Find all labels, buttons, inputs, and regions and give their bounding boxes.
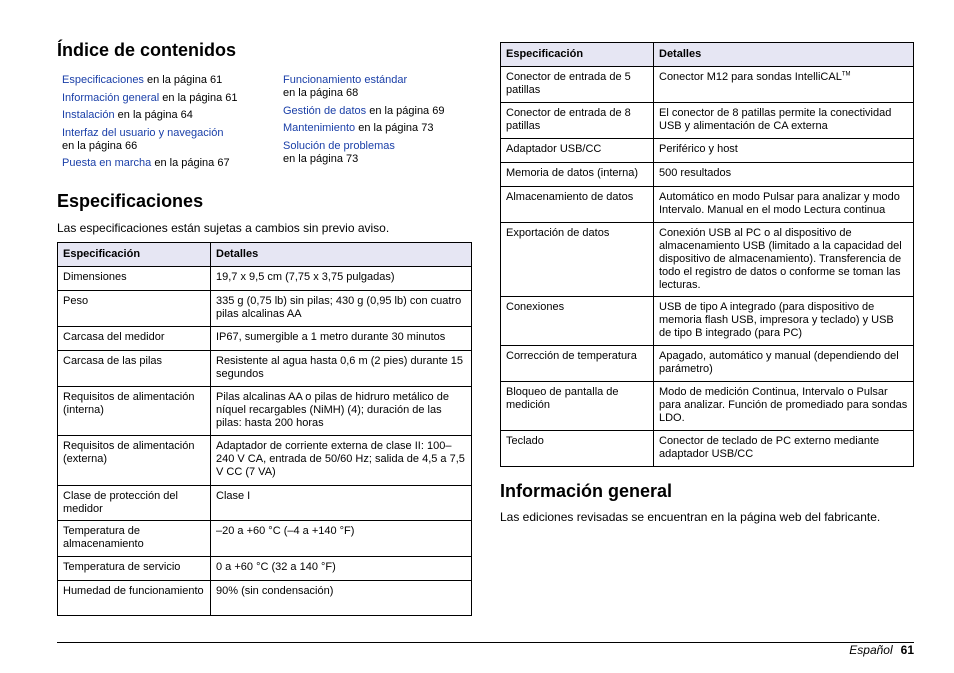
table-row xyxy=(58,557,472,581)
toc-title: Índice de contenidos xyxy=(57,40,237,60)
footer xyxy=(800,643,914,657)
spec-name-cell: Bloqueo de pantalla de medición xyxy=(501,382,654,431)
toc-entry xyxy=(283,122,498,135)
spec-detail-text: Clase I xyxy=(216,490,251,502)
table-row xyxy=(501,297,914,346)
spec-detail-cell xyxy=(654,163,914,187)
spec-detail-text: 90% (sin condensación) xyxy=(216,585,334,597)
spec-detail-text: USB de tipo A integrado (para dispositivo de memoria flash USB, impresora y teclado) y USB de tipo B integrado (para PC) xyxy=(659,301,894,339)
spec-detail-text: 0 a +60 °C (32 a 140 °F) xyxy=(216,561,336,573)
table-row xyxy=(58,436,472,486)
table-row xyxy=(501,103,914,139)
table-row xyxy=(501,163,914,187)
spec-detail-text: Modo de medición Continua, Intervalo o Pulsar para analizar. Función de promediado para sondas LDO. xyxy=(659,386,908,424)
toc-link[interactable]: Instalación xyxy=(62,109,115,121)
table-row xyxy=(501,139,914,163)
table-row xyxy=(501,382,914,431)
spec-detail-text: 19,7 x 9,5 cm (7,75 x 3,75 pulgadas) xyxy=(216,271,395,283)
table-row xyxy=(58,327,472,351)
spec-name-cell: Adaptador USB/CC xyxy=(501,139,654,163)
spec-name-cell: Exportación de datos xyxy=(501,223,654,297)
spec-detail-cell xyxy=(211,387,472,436)
toc-link[interactable]: Solución de problemas xyxy=(283,139,395,152)
toc-entry xyxy=(283,105,498,118)
spec-name-cell: Almacenamiento de datos xyxy=(501,187,654,223)
spec-name-cell: Conector de entrada de 5 patillas xyxy=(501,67,654,103)
spec-name-cell: Dimensiones xyxy=(58,267,211,291)
spec-table-right xyxy=(500,42,914,467)
spec-name-cell: Requisitos de alimentación (externa) xyxy=(58,436,211,486)
spec-name-cell: Memoria de datos (interna) xyxy=(501,163,654,187)
toc-column-1 xyxy=(62,74,277,175)
spec-detail-cell xyxy=(211,436,472,486)
spec-detail-text: 500 resultados xyxy=(659,167,732,179)
spec-name-cell: Peso xyxy=(58,291,211,327)
toc-link[interactable]: Mantenimiento xyxy=(283,122,356,134)
toc-entry xyxy=(62,92,277,105)
toc-page-ref: en la página 73 xyxy=(358,122,434,134)
toc-page-ref: en la página 68 xyxy=(283,87,359,99)
table-row xyxy=(58,351,472,387)
spec-name-cell: Temperatura de servicio xyxy=(58,557,211,581)
general-text: Las ediciones revisadas se encuentran en la página web del fabricante. xyxy=(500,510,881,524)
spec-name-cell: Conexiones xyxy=(501,297,654,346)
spec-name-cell: Temperatura de almacenamiento xyxy=(58,521,211,557)
footer-divider xyxy=(57,642,914,643)
table-row xyxy=(501,431,914,467)
spec-name-cell: Humedad de funcionamiento xyxy=(58,581,211,616)
spec-detail-text: Pilas alcalinas AA o pilas de hidruro metálico de níquel recargables (NiMH) (4); duración de las pilas: hasta 200 horas xyxy=(216,391,449,429)
spec-detail-cell xyxy=(211,521,472,557)
toc-entry xyxy=(62,127,277,153)
specs-intro: Las especificaciones están sujetas a cambios sin previo aviso. xyxy=(57,221,390,235)
spec-detail-text: Conexión USB al PC o al dispositivo de almacenamiento USB (limitado a la capacidad del dispositivo de almacenamiento). Transferencia de todo el registro de datos o conforme se toman las lecturas. xyxy=(659,227,902,291)
specs-title: Especificaciones xyxy=(57,191,204,211)
toc-entry xyxy=(62,74,277,87)
table-row xyxy=(58,291,472,327)
spec-detail-cell xyxy=(654,223,914,297)
toc-page-ref: en la página 61 xyxy=(162,91,238,104)
spec-detail-text: –20 a +60 °C (–4 a +140 °F) xyxy=(216,525,355,537)
spec-detail-text: Periférico y host xyxy=(659,143,738,155)
trademark-mark: TM xyxy=(841,71,851,78)
general-title: Información general xyxy=(500,481,673,501)
page-number: 61 xyxy=(900,643,914,657)
spec-name-cell: Conector de entrada de 8 patillas xyxy=(501,103,654,139)
column-header-spec: Especificación xyxy=(58,243,211,267)
spec-detail-cell xyxy=(654,431,914,467)
spec-detail-cell xyxy=(211,557,472,581)
spec-detail-text: 335 g (0,75 lb) sin pilas; 430 g (0,95 lb) con cuatro pilas alcalinas AA xyxy=(216,295,462,320)
spec-detail-cell xyxy=(211,351,472,387)
table-row xyxy=(501,67,914,103)
spec-name-cell: Teclado xyxy=(501,431,654,467)
spec-detail-cell xyxy=(654,103,914,139)
toc-link[interactable]: Gestión de datos xyxy=(283,104,367,117)
toc-link[interactable]: Funcionamiento estándar xyxy=(283,74,408,86)
spec-detail-cell xyxy=(211,267,472,291)
toc-page-ref: en la página 67 xyxy=(154,157,230,169)
footer-language: Español xyxy=(849,643,893,657)
toc-entry xyxy=(62,157,277,170)
toc-page-ref: en la página 73 xyxy=(283,152,359,165)
toc-page-ref: en la página 61 xyxy=(147,74,223,86)
table-row xyxy=(58,486,472,521)
spec-detail-cell xyxy=(654,139,914,163)
table-row xyxy=(58,387,472,436)
toc-column-2 xyxy=(283,74,498,170)
table-row xyxy=(58,267,472,291)
toc-link[interactable]: Interfaz del usuario y navegación xyxy=(62,126,224,139)
spec-name-cell: Clase de protección del medidor xyxy=(58,486,211,521)
column-header-details: Detalles xyxy=(211,243,472,267)
spec-detail-cell xyxy=(211,486,472,521)
toc-page-ref: en la página 66 xyxy=(62,139,138,152)
toc-page-ref: en la página 69 xyxy=(369,104,445,117)
table-row xyxy=(501,187,914,223)
table-row xyxy=(501,346,914,382)
spec-detail-text: IP67, sumergible a 1 metro durante 30 minutos xyxy=(216,331,446,343)
spec-detail-cell xyxy=(211,581,472,616)
spec-detail-cell xyxy=(654,297,914,346)
spec-name-cell: Carcasa del medidor xyxy=(58,327,211,351)
spec-detail-text: Adaptador de corriente externa de clase II: 100–240 V CA, entrada de 50/60 Hz; salida de 4,5 a 7,5 V CC (7 VA) xyxy=(216,440,465,478)
spec-detail-cell xyxy=(211,327,472,351)
spec-detail-text: Automático en modo Pulsar para analizar y modo Intervalo. Manual en el modo Lectura continua xyxy=(659,191,900,216)
spec-detail-text: Conector de teclado de PC externo mediante adaptador USB/CC xyxy=(659,435,880,460)
toc-link[interactable]: Información general xyxy=(62,91,160,104)
table-row xyxy=(501,223,914,297)
table-row xyxy=(58,581,472,616)
toc-entry xyxy=(283,74,498,100)
spec-detail-text: Resistente al agua hasta 0,6 m (2 pies) durante 15 segundos xyxy=(216,355,464,380)
spec-detail-text: Conector M12 para sondas IntelliCAL xyxy=(659,71,842,83)
spec-detail-cell xyxy=(654,382,914,431)
toc-entry xyxy=(283,140,498,166)
spec-detail-text: Apagado, automático y manual (dependiendo del parámetro) xyxy=(659,350,899,375)
spec-detail-cell xyxy=(654,67,914,103)
table-row xyxy=(58,521,472,557)
column-header-details: Detalles xyxy=(654,43,914,67)
column-header-spec: Especificación xyxy=(501,43,654,67)
toc-page-ref: en la página 64 xyxy=(117,109,193,121)
toc-link[interactable]: Especificaciones xyxy=(62,74,144,86)
spec-table-left xyxy=(57,242,472,616)
toc-entry xyxy=(62,109,277,122)
spec-detail-text: El conector de 8 patillas permite la conectividad USB y alimentación de CA externa xyxy=(659,107,892,132)
spec-name-cell: Corrección de temperatura xyxy=(501,346,654,382)
spec-detail-cell xyxy=(211,291,472,327)
spec-name-cell: Carcasa de las pilas xyxy=(58,351,211,387)
toc-link[interactable]: Puesta en marcha xyxy=(62,157,152,169)
spec-detail-cell xyxy=(654,187,914,223)
spec-detail-cell xyxy=(654,346,914,382)
spec-name-cell: Requisitos de alimentación (interna) xyxy=(58,387,211,436)
